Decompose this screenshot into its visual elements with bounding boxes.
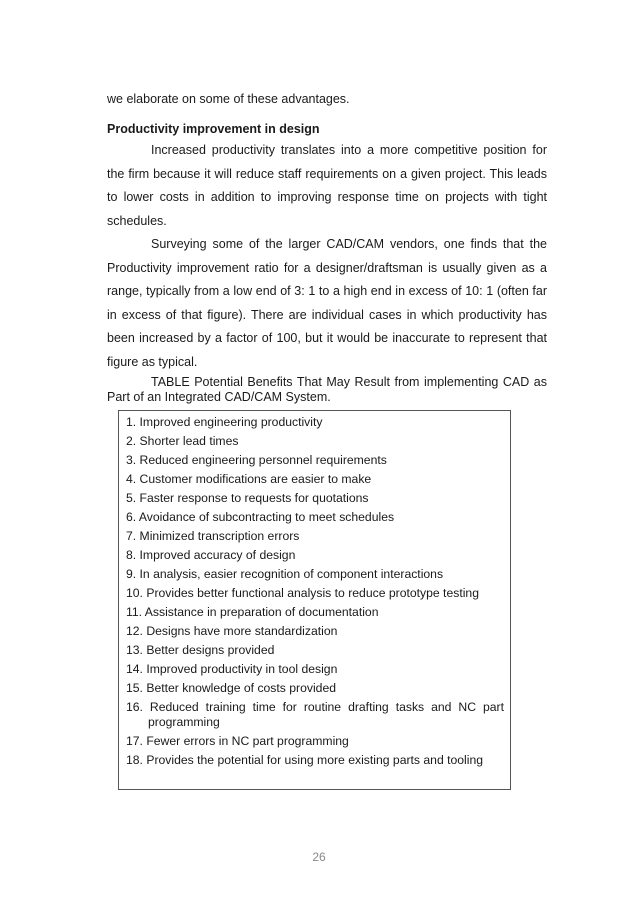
list-item: 14. Improved productivity in tool design (126, 662, 338, 676)
benefits-table (118, 410, 511, 790)
list-item: 5. Faster response to requests for quotations (126, 491, 369, 505)
list-item: 4. Customer modifications are easier to make (126, 472, 372, 486)
list-item: 6. Avoidance of subcontracting to meet schedules (126, 510, 395, 524)
list-item: 18. Provides the potential for using more existing parts and tooling (126, 753, 484, 767)
paragraph-2-text: Surveying some of the larger CAD/CAM vendors, one finds that the Productivity improvement ratio for a designer/draftsman is usually given as a range, typically from a low end of 3: 1 to a high end in excess of 10: 1 (often far in excess of that figure). There are individual cases in which productivity has been increased by a factor of 100, but it would be inaccurate to represent that figure as typical. (107, 237, 547, 369)
intro-text: we elaborate on some of these advantages. (107, 92, 350, 106)
list-item: 15. Better knowledge of costs provided (126, 681, 337, 695)
benefits-list (119, 411, 510, 768)
list-item: 10. Provides better functional analysis to reduce prototype testing (126, 586, 479, 600)
list-item: 17. Fewer errors in NC part programming (126, 734, 349, 748)
list-item: 11. Assistance in preparation of documentation (126, 605, 379, 619)
section-heading: Productivity improvement in design (107, 122, 320, 136)
table-caption-text: TABLE Potential Benefits That May Result from implementing CAD as Part of an Integrated CAD/CAM System. (107, 375, 547, 404)
paragraph-1-text: Increased productivity translates into a more competitive position for the firm because it will reduce staff requirements on a given project. This leads to lower costs in addition to improving response time on projects with tight schedules. (107, 143, 547, 228)
list-item: 16. Reduced training time for routine drafting tasks and NC part programming (126, 700, 504, 729)
list-item: 13. Better designs provided (126, 643, 275, 657)
table-caption (107, 375, 547, 405)
list-item: 7. Minimized transcription errors (126, 529, 300, 543)
list-item: 9. In analysis, easier recognition of component interactions (126, 567, 444, 581)
list-item: 2. Shorter lead times (126, 434, 239, 448)
page-number: 26 (312, 850, 326, 864)
list-item: 1. Improved engineering productivity (126, 415, 323, 429)
list-item: 12. Designs have more standardization (126, 624, 338, 638)
list-item: 8. Improved accuracy of design (126, 548, 296, 562)
list-item: 3. Reduced engineering personnel requirements (126, 453, 387, 467)
paragraph-2 (107, 233, 547, 374)
paragraph-1 (107, 139, 547, 233)
